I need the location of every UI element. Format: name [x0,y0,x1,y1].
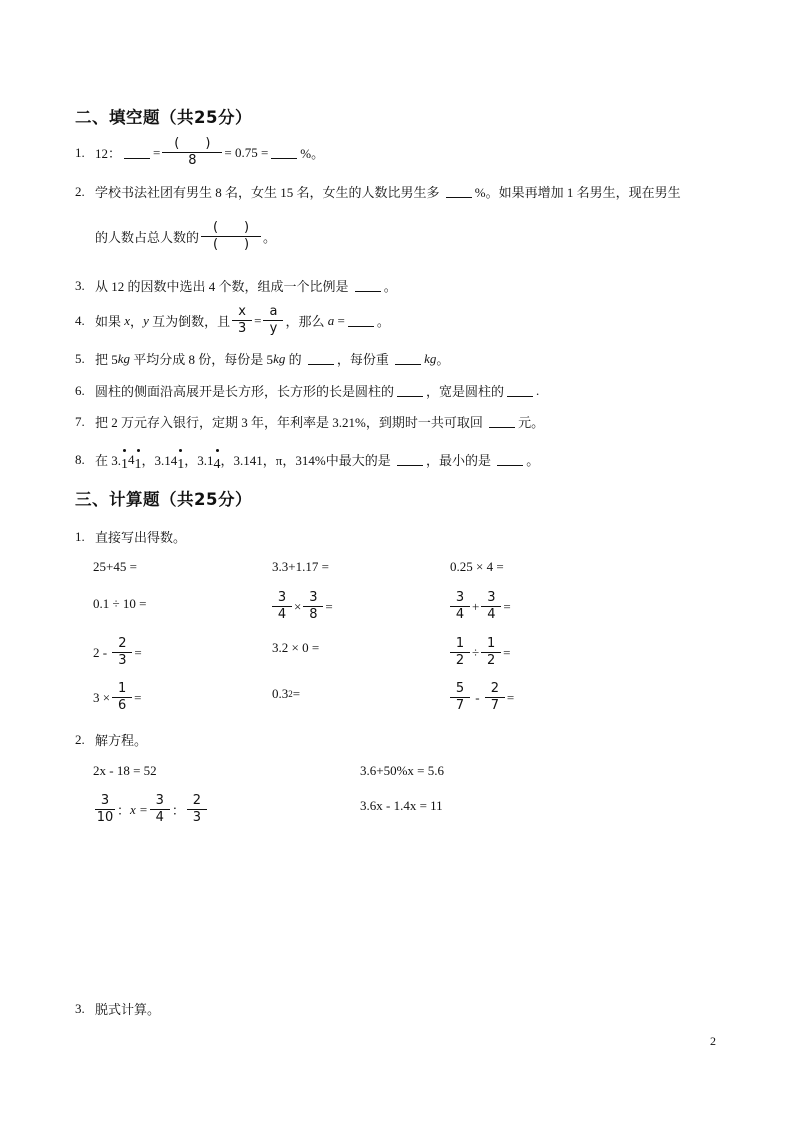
fraction [485,681,505,714]
ratio-sign: ： [117,803,131,818]
denominator: 6 [117,698,127,713]
unit: kg [424,350,437,366]
numerator: a [263,304,283,321]
denominator: 4 [155,810,164,825]
q-text: 。 [383,279,397,294]
denominator: 4 [487,607,496,622]
q-number: 5. [75,350,85,366]
answer-blank[interactable] [507,385,533,397]
q-number: 1. [75,144,85,160]
calc-item [272,686,300,702]
q-text: . [536,382,540,398]
calc-item [448,681,514,714]
q-number: 4. [75,312,85,328]
q-text: 把 5 [95,352,118,367]
calc-item [448,590,511,623]
q-text: 解方程。 [95,733,148,748]
fraction [232,304,252,337]
q-text: %。如果再增加 1 名男生，现在男生 [474,185,681,200]
answer-blank[interactable] [497,454,523,466]
q-number: 2. [75,731,85,747]
question-5 [75,349,449,368]
denominator: 10 [96,810,114,825]
q-text: ，那么 [285,314,325,329]
operator: = [503,598,511,614]
question-3 [75,276,397,295]
denominator: 3 [237,321,247,336]
q-text: 把 2 万元存入银行，定期 3 年，年利率是 3.21%，到期时一共可取回 [95,415,483,430]
calc-item [93,636,142,669]
repeating-digit: 4 [213,456,221,472]
fraction [450,590,470,623]
q-text: ，3.141，π，314%中最大的是 [220,453,391,468]
q-number: 8. [75,451,85,467]
q-text: ，宽是圆柱的 [426,384,505,399]
q-text: 。 [376,314,390,329]
equation: 3.6x - 1.4x = 11 [360,798,443,813]
q-text: = [337,312,345,328]
part-2-heading [75,730,147,749]
calc-item: 25+45 = [93,559,137,574]
numerator: 2 [112,636,132,653]
answer-blank[interactable] [395,353,421,365]
calc-item [270,590,333,623]
equation: 2x - 18 = 52 [93,763,157,778]
q-text: ，最小的是 [425,453,491,468]
question-8 [75,450,540,472]
unit: kg [273,350,286,366]
question-7 [75,412,544,431]
numerator: 3 [303,590,323,607]
answer-blank[interactable] [348,315,374,327]
repeating-digit: 1 [121,456,129,472]
operator: ÷ [472,644,480,660]
fraction [272,590,292,623]
q-text: ，3.14 [141,453,178,468]
fraction [481,636,501,669]
numerator[interactable]: ( ) [201,220,261,237]
q-text: 平均分成 8 份，每份是 5 [133,352,274,367]
fraction [112,636,132,669]
answer-blank[interactable] [489,416,515,428]
q-number: 2. [75,183,85,199]
operator: = [134,644,142,660]
part-3-heading [75,999,160,1018]
answer-blank[interactable] [397,454,423,466]
q-text: = 0.75 = [224,144,269,160]
q-text: 的 [288,352,302,367]
repeating-digit: 1 [134,456,142,472]
digit: 4 [128,451,135,467]
exponent: 2 [288,689,293,699]
fraction [263,304,283,337]
fraction [95,793,115,826]
q-text: = [254,312,262,328]
equation: 3.6+50%x = 5.6 [360,763,444,778]
answer-blank[interactable] [271,147,297,159]
q-text: 。 [526,453,540,468]
answer-blank[interactable] [446,186,472,198]
numerator: 3 [150,793,170,810]
numerator: 3 [450,590,470,607]
question-1 [75,136,324,169]
q-text: 12： [95,146,122,161]
q-number: 6. [75,382,85,398]
q-number: 3. [75,1000,85,1016]
q-number: 3. [75,277,85,293]
numerator[interactable]: ( ) [162,136,222,153]
fraction [112,681,132,714]
fraction [450,636,470,669]
operator: + [472,598,480,614]
calc-item: 0.1 ÷ 10 = [93,596,147,611]
q-text: 从 12 的因数中选出 4 个数，组成一个比例是 [95,279,349,294]
question-2 [75,182,681,201]
denominator: 8 [309,607,318,622]
var: x [124,312,131,328]
denominator: 3 [118,653,127,668]
denominator: 4 [455,607,465,622]
q-number: 7. [75,413,85,429]
denominator: 7 [490,698,499,713]
q-text: = [153,144,161,160]
q-text: 直接写出得数。 [95,530,187,545]
q-text: 元。 [518,415,545,430]
question-6 [75,381,539,400]
operand: 3 × [93,689,111,705]
q-text: ，3.1 [184,453,214,468]
unit: kg [117,350,131,366]
answer-blank[interactable] [308,353,334,365]
calc-item: 3.3+1.17 = [272,559,329,574]
q-text: %。 [300,146,325,161]
equation [93,793,209,826]
operator: = [503,644,511,660]
numerator: 1 [112,681,132,698]
question-2-cont [95,220,276,253]
fraction [162,136,222,169]
answer-blank[interactable] [355,280,381,292]
numerator: 1 [450,636,470,653]
denominator: 4 [277,607,287,622]
q-text: 互为倒数，且 [152,314,231,329]
numerator: 2 [187,793,207,810]
calc-item: 3.2 × 0 = [272,640,320,655]
calc-item: 0.25 × 4 = [450,559,504,574]
numerator: 5 [450,681,470,698]
operator: = [292,686,301,701]
denominator: 2 [487,653,496,668]
q-text: 在 3. [95,453,122,468]
section-title-fill-blank: 二、填空题（共25分） [75,108,252,127]
fraction [150,793,170,826]
operator: × [294,598,302,614]
operator: = [506,689,515,705]
calc-item [93,681,141,714]
fraction [450,681,470,714]
denominator: 2 [455,653,465,668]
q-text: 学校书法社团有男生 8 名，女生 15 名，女生的人数比男生多 [95,185,440,200]
denominator: 3 [192,810,201,825]
q-text: 如果 [95,314,122,329]
q-text: ， [130,314,144,329]
page-number: 2 [710,1034,716,1048]
denominator: 8 [188,153,197,168]
ratio-sign: ： [171,803,185,818]
question-4 [75,304,390,337]
fraction [187,793,207,826]
part-1-heading [75,527,186,546]
q-text: 的人数占总人数的 [95,230,200,245]
operator: - [475,689,480,705]
denominator: y [269,321,278,336]
numerator: 2 [485,681,505,698]
section-title-calculation: 三、计算题（共25分） [75,490,252,509]
operator: = [325,598,333,614]
q-text: 圆柱的侧面沿高展开是长方形，长方形的长是圆柱的 [95,384,395,399]
calc-item [448,636,510,669]
numerator: 3 [272,590,292,607]
fraction [481,590,501,623]
q-text: ，每份重 [336,352,389,367]
q-text: 。 [436,352,450,367]
numerator: 3 [95,793,115,810]
answer-blank[interactable] [124,147,150,159]
repeating-digit: 1 [177,456,185,472]
numerator: 3 [481,590,501,607]
operator: = [134,689,142,705]
fraction [303,590,323,623]
q-text: 脱式计算。 [95,1002,161,1017]
operand: 2 - [93,644,108,660]
var: y [143,312,149,328]
operand: 0.3 [272,686,289,701]
q-number: 1. [75,528,85,544]
q-text: 。 [263,230,277,245]
numerator: x [232,304,252,321]
numerator: 1 [481,636,501,653]
var: a [327,312,335,328]
answer-blank[interactable] [397,385,423,397]
denominator: 7 [455,698,465,713]
fraction [201,220,261,253]
variable: x = [130,801,148,817]
denominator[interactable]: ( ) [212,237,250,252]
